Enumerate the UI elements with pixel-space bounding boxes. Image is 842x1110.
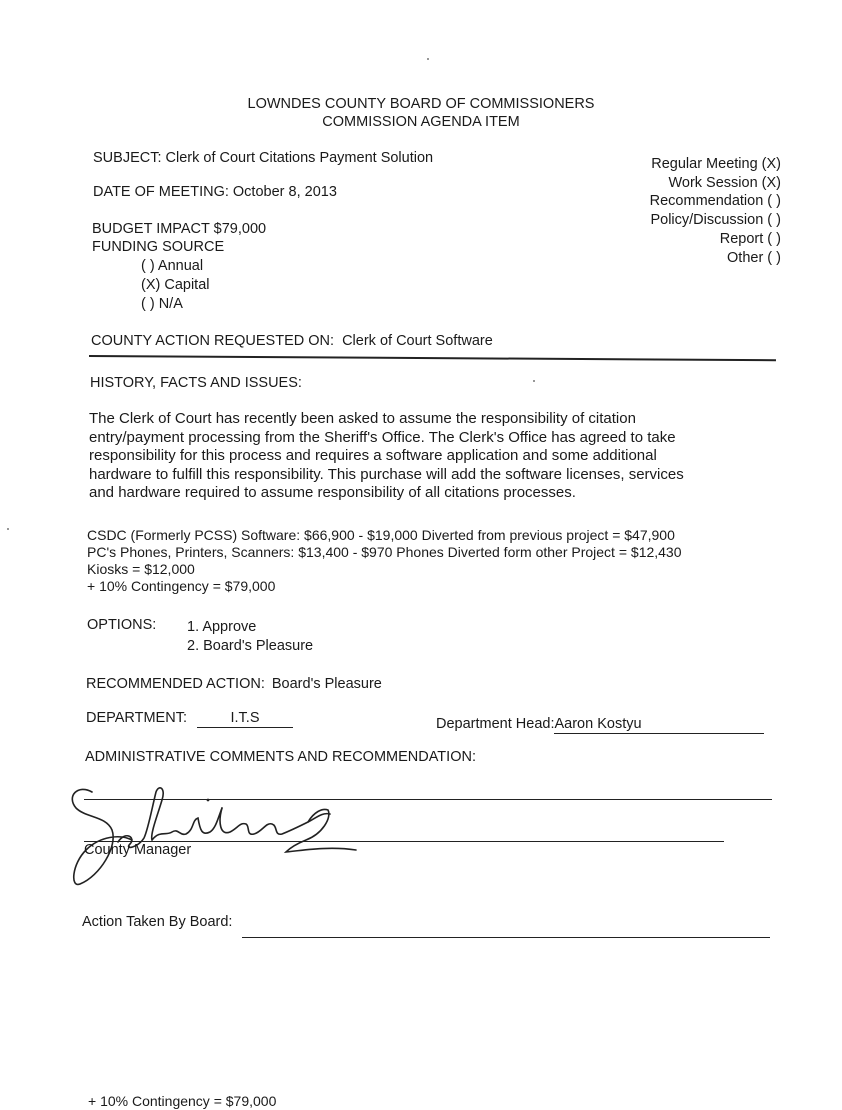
option-boards-pleasure: 2. Board's Pleasure (187, 638, 314, 654)
section-divider (89, 355, 776, 361)
org-title: LOWNDES COUNTY BOARD OF COMMISSIONERS (247, 96, 595, 112)
funding-source-label: FUNDING SOURCE (92, 239, 225, 255)
history-line: responsibility for this process and requires a software application and some additional (89, 447, 657, 464)
history-line: The Clerk of Court has recently been asked to assume the responsibility of citation (89, 410, 636, 427)
subject-label: SUBJECT: (93, 150, 162, 166)
county-action-value: Clerk of Court Software (342, 333, 493, 349)
recommended-action-value: Board's Pleasure (271, 676, 382, 692)
recommended-action-label: RECOMMENDED ACTION: (86, 676, 265, 692)
history-heading: HISTORY, FACTS AND ISSUES: (90, 375, 302, 391)
county-manager-signature (60, 778, 360, 888)
footer-fragment: + 10% Contingency = $79,000 (88, 1093, 277, 1109)
meeting-type-other: Other ( ) (727, 250, 781, 266)
department-head-line (436, 715, 764, 734)
department-head-label: Department Head: (436, 716, 555, 732)
scan-speck (533, 380, 535, 382)
recommended-action-line (86, 675, 382, 693)
scan-speck (427, 58, 429, 60)
budget-impact-line (92, 220, 266, 238)
department-label: DEPARTMENT: (86, 710, 187, 726)
department-line (86, 709, 293, 728)
admin-comments-label: ADMINISTRATIVE COMMENTS AND RECOMMENDATION: (85, 749, 476, 765)
cost-breakdown (87, 527, 682, 595)
county-action-line (91, 332, 493, 350)
subject-line (93, 149, 433, 167)
funding-option-annual: ( ) Annual (141, 258, 204, 274)
scan-speck (7, 528, 9, 530)
meeting-type-report: Report ( ) (719, 231, 781, 247)
budget-impact-value: $79,000 (213, 221, 267, 237)
cost-line-hardware: PC's Phones, Printers, Scanners: $13,400 - $970 Phones Diverted form other Project = $12,430 (87, 544, 682, 560)
history-line: hardware to fulfill this responsibility. This purchase will add the software licenses, services (89, 465, 684, 483)
cost-line-kiosks: Kiosks = $12,000 (87, 561, 195, 577)
option-approve: 1. Approve (187, 619, 257, 635)
doc-type-title: COMMISSION AGENDA ITEM (322, 114, 520, 130)
history-line: entry/payment processing from the Sheriff's Office. The Clerk's Office has agreed to take (89, 428, 676, 446)
history-line: and hardware required to assume responsibility of all citations processes. (89, 484, 576, 501)
history-body (89, 410, 739, 503)
meeting-type-policy-discussion: Policy/Discussion ( ) (650, 212, 781, 228)
department-value: I.T.S (197, 709, 293, 728)
cost-line-total: + 10% Contingency = $79,000 (87, 578, 276, 594)
county-manager-label: County Manager (84, 842, 192, 858)
subject-value: Clerk of Court Citations Payment Solution (165, 150, 434, 166)
meeting-date-line (93, 183, 337, 201)
funding-option-capital: (X) Capital (141, 277, 210, 293)
meeting-type-regular: Regular Meeting (X) (651, 156, 781, 172)
meeting-type-recommendation: Recommendation ( ) (649, 193, 781, 209)
meeting-date-label: DATE OF MEETING: (93, 184, 229, 200)
options-label: OPTIONS: (87, 617, 157, 633)
funding-option-na: ( ) N/A (141, 296, 183, 312)
cost-line-software: CSDC (Formerly PCSS) Software: $66,900 - $19,000 Diverted from previous project = $47,900 (87, 527, 675, 543)
budget-impact-label: BUDGET IMPACT (92, 221, 210, 237)
county-action-label: COUNTY ACTION REQUESTED ON: (91, 333, 335, 349)
meeting-date-value: October 8, 2013 (232, 184, 337, 200)
meeting-type-work-session: Work Session (X) (668, 175, 781, 191)
action-taken-line (242, 937, 770, 938)
department-head-value: Aaron Kostyu (554, 715, 764, 734)
action-taken-label: Action Taken By Board: (82, 914, 233, 930)
